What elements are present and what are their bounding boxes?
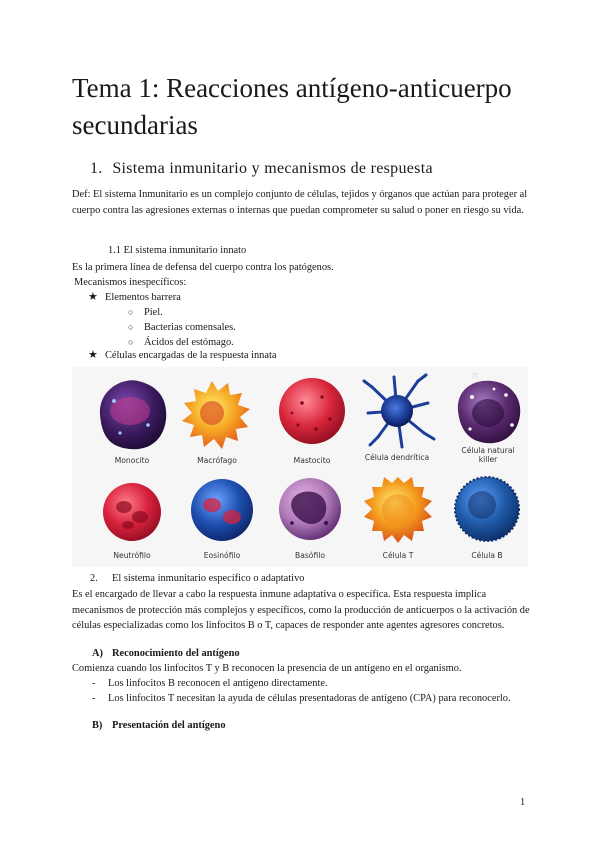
cell-label-nk: Célula natural killer: [461, 446, 515, 464]
list-item: ○ Bacterias comensales.: [128, 322, 236, 333]
lymphocyte-list: [92, 676, 512, 706]
innate-list-1: [88, 290, 181, 305]
macrophage-cell: [182, 381, 250, 449]
section-2-title: El sistema inmunitario específico o adaptativo: [112, 573, 305, 584]
mast-cell: [279, 378, 345, 444]
background-text-fragment: n: [472, 371, 478, 381]
mechanisms-label: Mecanismos inespecíficos:: [74, 277, 187, 288]
section-2-number: 2.: [90, 573, 98, 584]
list-item: - Los linfocitos B reconocen el antígeno directamente.: [92, 678, 328, 689]
section-2-heading: [90, 573, 304, 584]
cell-label-mast-cell: Mastocito: [293, 456, 331, 465]
cell-label-monocyte: Monocito: [114, 456, 150, 465]
dash-bullet-icon: -: [92, 678, 96, 689]
monocyte-cell: [100, 380, 166, 449]
natural-killer-cell: [458, 381, 520, 443]
section-1-title: Sistema inmunitario y mecanismos de respuesta: [112, 160, 433, 177]
cell-label-basophil: Basófilo: [294, 551, 325, 560]
subsection-1-1-heading: 1.1 El sistema inmunitario innato: [108, 245, 247, 256]
eosinophil-cell: [191, 479, 253, 541]
section-1-number: 1.: [90, 160, 103, 177]
subsection-a-text: Comienza cuando los linfocitos T y B reconocen la presencia de un antígeno en el organismo.: [72, 663, 462, 674]
barrier-list: [128, 305, 236, 350]
cell-label-b-cell: Célula B: [471, 551, 503, 560]
star-bullet-icon: ★: [88, 349, 98, 361]
cells-illustration: [72, 367, 528, 567]
neutrophil-cell: [103, 483, 161, 541]
page-number: 1: [520, 797, 526, 808]
circle-bullet-icon: ○: [128, 307, 134, 317]
adaptive-paragraph: Es el encargado de llevar a cabo la respuesta inmune adaptativa o específica. Esta respuesta implica mecanismos de protección más complejos y específicos, como la producción de anticuerpos o la activación de células especializadas como los linfocitos B o T, capaces de responder ante agentes agresores concretos.: [72, 589, 530, 632]
subsection-b-heading: B) Presentación del antígeno: [92, 720, 226, 731]
innate-intro: Es la primera línea de defensa del cuerpo contra los patógenos.: [72, 262, 334, 273]
list-item: - Los linfocitos T necesitan la ayuda de células presentadoras de antígeno (CPA) para reconocerlo.: [92, 693, 511, 704]
star-bullet-icon: ★: [88, 291, 98, 303]
subsection-a-heading: A) Reconocimiento del antígeno: [92, 648, 240, 659]
b-cell: [455, 477, 519, 541]
cell-label-dendritic: Célula dendrítica: [364, 453, 430, 462]
t-cell: [364, 477, 432, 543]
document-title: Tema 1: Reacciones antígeno-anticuerpo secundarias: [72, 73, 512, 140]
list-item: ○ Ácidos del estómago.: [128, 337, 234, 348]
basophil-cell: [279, 478, 341, 540]
section-1-heading: [90, 160, 433, 178]
immune-cells-figure: [72, 367, 528, 567]
list-item: ★ Elementos barrera: [88, 291, 181, 303]
list-item: ○ Piel.: [128, 307, 163, 318]
dendritic-cell: [364, 375, 434, 447]
cell-label-neutrophil: Neutrófilo: [113, 551, 151, 560]
dash-bullet-icon: -: [92, 693, 96, 704]
cell-label-macrophage: Macrófago: [197, 456, 237, 465]
list-item: ★ Células encargadas de la respuesta innata: [88, 349, 277, 361]
cell-label-eosinophil: Eosinófilo: [203, 551, 241, 560]
definition-paragraph: Def: El sistema Inmunitario es un complejo conjunto de células, tejidos y órganos que actúan para proteger al cuerpo contra las agresiones externas o internas que puedan comprometer su salud o poner en riesgo su vida.: [72, 189, 528, 216]
circle-bullet-icon: ○: [128, 322, 134, 332]
innate-list-2: [88, 348, 276, 363]
circle-bullet-icon: ○: [128, 337, 134, 347]
cell-label-t-cell: Célula T: [382, 551, 414, 560]
